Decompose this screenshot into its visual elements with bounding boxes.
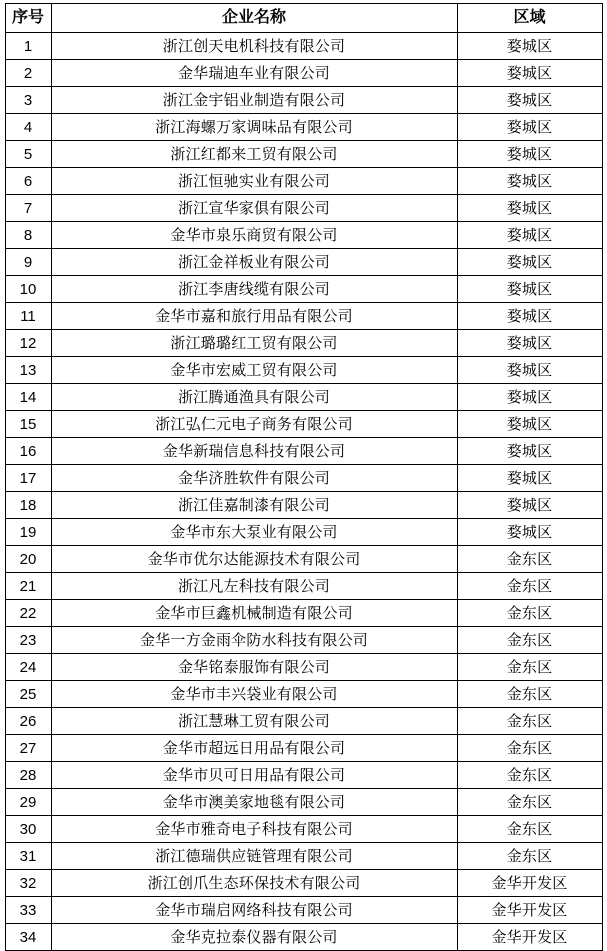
cell-index: 30 (5, 816, 51, 843)
cell-enterprise-name: 浙江凡左科技有限公司 (51, 573, 457, 600)
cell-enterprise-name: 浙江德瑞供应链管理有限公司 (51, 843, 457, 870)
table-row (5, 870, 602, 897)
cell-region: 金东区 (457, 627, 602, 654)
cell-region: 婺城区 (457, 114, 602, 141)
cell-enterprise-name: 浙江腾通渔具有限公司 (51, 384, 457, 411)
cell-enterprise-name: 金华市瑞启网络科技有限公司 (51, 897, 457, 924)
table-row (5, 789, 602, 816)
cell-index: 1 (5, 33, 51, 60)
enterprise-table-container (0, 3, 607, 951)
table-row (5, 438, 602, 465)
cell-region: 金东区 (457, 600, 602, 627)
cell-index: 7 (5, 195, 51, 222)
table-row (5, 600, 602, 627)
cell-index: 4 (5, 114, 51, 141)
table-row (5, 816, 602, 843)
table-row (5, 546, 602, 573)
cell-region: 金东区 (457, 789, 602, 816)
cell-enterprise-name: 浙江海螺万家调味品有限公司 (51, 114, 457, 141)
table-row (5, 168, 602, 195)
cell-region: 金东区 (457, 573, 602, 600)
cell-region: 婺城区 (457, 411, 602, 438)
table-row (5, 384, 602, 411)
cell-region: 金东区 (457, 816, 602, 843)
cell-index: 15 (5, 411, 51, 438)
table-row (5, 573, 602, 600)
cell-index: 23 (5, 627, 51, 654)
cell-enterprise-name: 浙江金宇铝业制造有限公司 (51, 87, 457, 114)
cell-index: 10 (5, 276, 51, 303)
cell-index: 24 (5, 654, 51, 681)
table-row (5, 249, 602, 276)
table-row (5, 681, 602, 708)
cell-enterprise-name: 浙江宣华家俱有限公司 (51, 195, 457, 222)
cell-index: 9 (5, 249, 51, 276)
cell-index: 3 (5, 87, 51, 114)
cell-region: 金东区 (457, 843, 602, 870)
cell-index: 17 (5, 465, 51, 492)
column-header-region: 区域 (457, 4, 602, 33)
cell-enterprise-name: 金华济胜软件有限公司 (51, 465, 457, 492)
table-row (5, 141, 602, 168)
cell-enterprise-name: 金华一方金雨伞防水科技有限公司 (51, 627, 457, 654)
cell-index: 6 (5, 168, 51, 195)
table-row (5, 735, 602, 762)
table-row (5, 60, 602, 87)
cell-index: 18 (5, 492, 51, 519)
cell-enterprise-name: 金华新瑞信息科技有限公司 (51, 438, 457, 465)
table-row (5, 924, 602, 951)
cell-enterprise-name: 金华克拉泰仪器有限公司 (51, 924, 457, 951)
cell-enterprise-name: 金华市优尔达能源技术有限公司 (51, 546, 457, 573)
cell-region: 婺城区 (457, 33, 602, 60)
cell-region: 金东区 (457, 546, 602, 573)
table-row (5, 114, 602, 141)
cell-region: 婺城区 (457, 168, 602, 195)
cell-region: 婺城区 (457, 87, 602, 114)
cell-region: 金东区 (457, 762, 602, 789)
cell-index: 34 (5, 924, 51, 951)
table-row (5, 195, 602, 222)
cell-enterprise-name: 浙江创天电机科技有限公司 (51, 33, 457, 60)
cell-enterprise-name: 浙江红都来工贸有限公司 (51, 141, 457, 168)
cell-region: 婺城区 (457, 438, 602, 465)
column-header-index: 序号 (5, 4, 51, 33)
cell-enterprise-name: 浙江李唐线缆有限公司 (51, 276, 457, 303)
cell-enterprise-name: 金华市宏威工贸有限公司 (51, 357, 457, 384)
table-row (5, 519, 602, 546)
cell-enterprise-name: 浙江创爪生态环保技术有限公司 (51, 870, 457, 897)
cell-index: 12 (5, 330, 51, 357)
cell-region: 婺城区 (457, 249, 602, 276)
cell-enterprise-name: 金华市雅奇电子科技有限公司 (51, 816, 457, 843)
cell-index: 26 (5, 708, 51, 735)
table-row (5, 492, 602, 519)
cell-enterprise-name: 浙江慧琳工贸有限公司 (51, 708, 457, 735)
cell-enterprise-name: 金华市澳美家地毯有限公司 (51, 789, 457, 816)
table-row (5, 843, 602, 870)
cell-enterprise-name: 金华市丰兴袋业有限公司 (51, 681, 457, 708)
cell-region: 金东区 (457, 654, 602, 681)
cell-index: 22 (5, 600, 51, 627)
cell-region: 金东区 (457, 708, 602, 735)
cell-enterprise-name: 浙江弘仁元电子商务有限公司 (51, 411, 457, 438)
cell-index: 33 (5, 897, 51, 924)
table-row (5, 627, 602, 654)
table-row (5, 357, 602, 384)
cell-enterprise-name: 金华市嘉和旅行用品有限公司 (51, 303, 457, 330)
cell-region: 金华开发区 (457, 897, 602, 924)
cell-region: 婺城区 (457, 303, 602, 330)
cell-enterprise-name: 金华市贝可日用品有限公司 (51, 762, 457, 789)
cell-region: 婺城区 (457, 492, 602, 519)
cell-index: 11 (5, 303, 51, 330)
cell-index: 29 (5, 789, 51, 816)
table-row (5, 222, 602, 249)
cell-index: 13 (5, 357, 51, 384)
table-row (5, 330, 602, 357)
cell-index: 25 (5, 681, 51, 708)
table-body (5, 33, 602, 951)
cell-enterprise-name: 金华市超远日用品有限公司 (51, 735, 457, 762)
cell-region: 婺城区 (457, 195, 602, 222)
cell-region: 金华开发区 (457, 924, 602, 951)
cell-region: 金东区 (457, 735, 602, 762)
cell-index: 14 (5, 384, 51, 411)
cell-region: 婺城区 (457, 222, 602, 249)
cell-index: 2 (5, 60, 51, 87)
cell-index: 16 (5, 438, 51, 465)
cell-index: 31 (5, 843, 51, 870)
column-header-enterprise-name: 企业名称 (51, 4, 457, 33)
cell-index: 20 (5, 546, 51, 573)
cell-enterprise-name: 金华铭泰服饰有限公司 (51, 654, 457, 681)
cell-region: 婺城区 (457, 276, 602, 303)
cell-region: 金东区 (457, 681, 602, 708)
cell-enterprise-name: 金华市泉乐商贸有限公司 (51, 222, 457, 249)
table-row (5, 87, 602, 114)
cell-region: 婺城区 (457, 384, 602, 411)
cell-index: 32 (5, 870, 51, 897)
cell-enterprise-name: 金华市巨鑫机械制造有限公司 (51, 600, 457, 627)
cell-index: 28 (5, 762, 51, 789)
cell-enterprise-name: 浙江璐璐红工贸有限公司 (51, 330, 457, 357)
cell-enterprise-name: 浙江恒驰实业有限公司 (51, 168, 457, 195)
table-row (5, 411, 602, 438)
cell-region: 婺城区 (457, 357, 602, 384)
cell-index: 27 (5, 735, 51, 762)
table-row (5, 33, 602, 60)
cell-region: 婺城区 (457, 465, 602, 492)
cell-region: 婺城区 (457, 330, 602, 357)
cell-index: 8 (5, 222, 51, 249)
cell-index: 5 (5, 141, 51, 168)
cell-enterprise-name: 浙江金祥板业有限公司 (51, 249, 457, 276)
table-header (5, 4, 602, 33)
table-row (5, 762, 602, 789)
table-row (5, 465, 602, 492)
table-row (5, 276, 602, 303)
table-row (5, 303, 602, 330)
cell-region: 婺城区 (457, 141, 602, 168)
cell-region: 婺城区 (457, 519, 602, 546)
cell-enterprise-name: 金华瑞迪车业有限公司 (51, 60, 457, 87)
cell-region: 金华开发区 (457, 870, 602, 897)
table-row (5, 708, 602, 735)
cell-index: 19 (5, 519, 51, 546)
table-header-row (5, 4, 602, 33)
enterprise-table (5, 3, 603, 951)
table-row (5, 654, 602, 681)
cell-enterprise-name: 浙江佳嘉制漆有限公司 (51, 492, 457, 519)
cell-enterprise-name: 金华市东大泵业有限公司 (51, 519, 457, 546)
table-row (5, 897, 602, 924)
cell-region: 婺城区 (457, 60, 602, 87)
cell-index: 21 (5, 573, 51, 600)
